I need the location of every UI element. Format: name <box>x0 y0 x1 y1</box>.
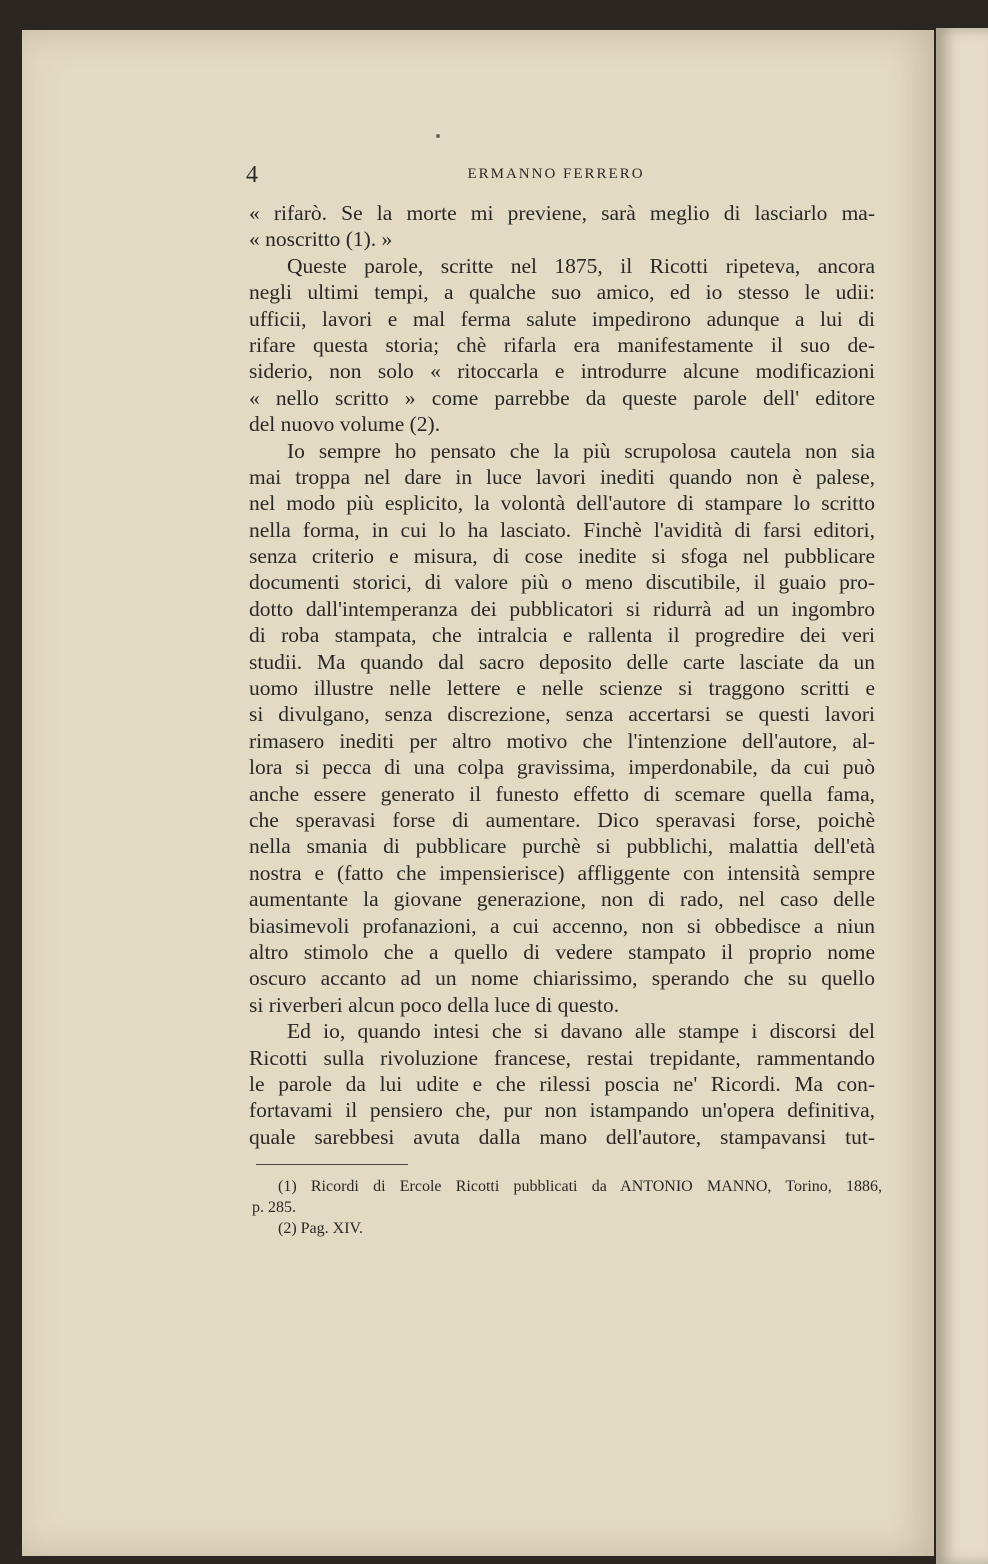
text-line: documenti storici, di valore più o meno discutibile, il guaio pro- <box>249 570 875 595</box>
adjacent-page-edge <box>936 28 988 1564</box>
text-line: « noscritto (1). » <box>249 227 393 252</box>
text-line: siderio, non solo « ritoccarla e introdurre alcune modificazioni <box>249 359 875 384</box>
footnotes <box>252 1176 882 1239</box>
text-line: del nuovo volume (2). <box>249 412 441 437</box>
text-line: si riverberi alcun poco della luce di questo. <box>249 992 620 1017</box>
text-line: di roba stampata, che intralcia e rallenta il progredire dei veri <box>249 623 875 648</box>
footnote-line: (1) Ricordi di Ercole Ricotti pubblicati da ANTONIO MANNO, Torino, 1886, <box>278 1178 882 1195</box>
footnote-line: (2) Pag. XIV. <box>278 1220 364 1237</box>
text-line: nella forma, in cui lo ha lasciato. Finchè l'avidità di farsi editori, <box>249 517 875 542</box>
text-line: aumentante la giovane generazione, non di rado, nel caso delle <box>249 887 875 912</box>
text-line: anche essere generato il funesto effetto di scemare quella fama, <box>249 781 875 806</box>
text-line: ufficii, lavori e mal ferma salute impedirono adunque a lui di <box>249 306 875 331</box>
footnote-line: p. 285. <box>252 1199 296 1216</box>
text-line: quale sarebbesi avuta dalla mano dell'autore, stampavansi tut- <box>249 1124 875 1149</box>
text-line: dotto dall'intemperanza dei pubblicatori si ridurrà ad un ingombro <box>249 596 875 621</box>
page-number: 4 <box>246 162 258 188</box>
text-line: uomo illustre nelle lettere e nelle scienze si traggono scritti e <box>249 676 875 701</box>
text-line: biasimevoli profanazioni, a cui accenno, non si obbedisce a niun <box>249 913 875 938</box>
text-line: negli ultimi tempi, a qualche suo amico, ed io stesso le udii: <box>249 280 875 305</box>
text-line: Ricotti sulla rivoluzione francese, restai trepidante, rammentando <box>249 1045 875 1070</box>
text-line: nostra e (fatto che impensierisce) affliggente con intensità sempre <box>249 860 875 885</box>
text-line: si divulgano, senza discrezione, senza accertarsi se questi lavori <box>249 702 875 727</box>
text-line: fortavami il pensiero che, pur non istampando un'opera definitiva, <box>249 1098 875 1123</box>
footnote-rule <box>256 1164 408 1165</box>
speck <box>436 134 440 138</box>
text-line: Queste parole, scritte nel 1875, il Ricotti ripeteva, ancora <box>287 253 875 278</box>
text-line: lora si pecca di una colpa gravissima, imperdonabile, da cui può <box>249 755 875 780</box>
text-line: oscuro accanto ad un nome chiarissimo, sperando che su quello <box>249 966 875 991</box>
text-line: mai troppa nel dare in luce lavori inediti quando non è palese, <box>249 464 875 489</box>
page-header <box>246 162 866 186</box>
text-line: le parole da lui udite e che rilessi poscia ne' Ricordi. Ma con- <box>249 1071 875 1096</box>
text-line: nel modo più esplicito, la volontà dell'autore di stampare lo scritto <box>249 491 875 516</box>
text-line: « nello scritto » come parrebbe da queste parole dell' editore <box>249 385 875 410</box>
text-line: Io sempre ho pensato che la più scrupolosa cautela non sia <box>287 438 875 463</box>
running-head: ERMANNO FERRERO <box>467 166 645 182</box>
text-line: rimasero inediti per altro motivo che l'intenzione dell'autore, al- <box>249 728 875 753</box>
text-line: Ed io, quando intesi che si davano alle stampe i discorsi del <box>287 1019 875 1044</box>
text-line: studii. Ma quando dal sacro deposito delle carte lasciate da un <box>249 649 875 674</box>
body-text <box>249 200 875 1150</box>
text-line: altro stimolo che a quello di vedere stampato il proprio nome <box>249 939 875 964</box>
text-line: « rifarò. Se la morte mi previene, sarà meglio di lasciarlo ma- <box>249 201 875 225</box>
text-line: nella smania di pubblicare purchè si pubblichi, malattia dell'età <box>249 834 875 859</box>
text-line: rifare questa storia; chè rifarla era manifestamente il suo de- <box>249 332 875 357</box>
text-line: senza criterio e misura, di cose inedite si sfoga nel pubblicare <box>249 544 875 569</box>
text-line: che speravasi forse di aumentare. Dico speravasi forse, poichè <box>249 807 875 832</box>
